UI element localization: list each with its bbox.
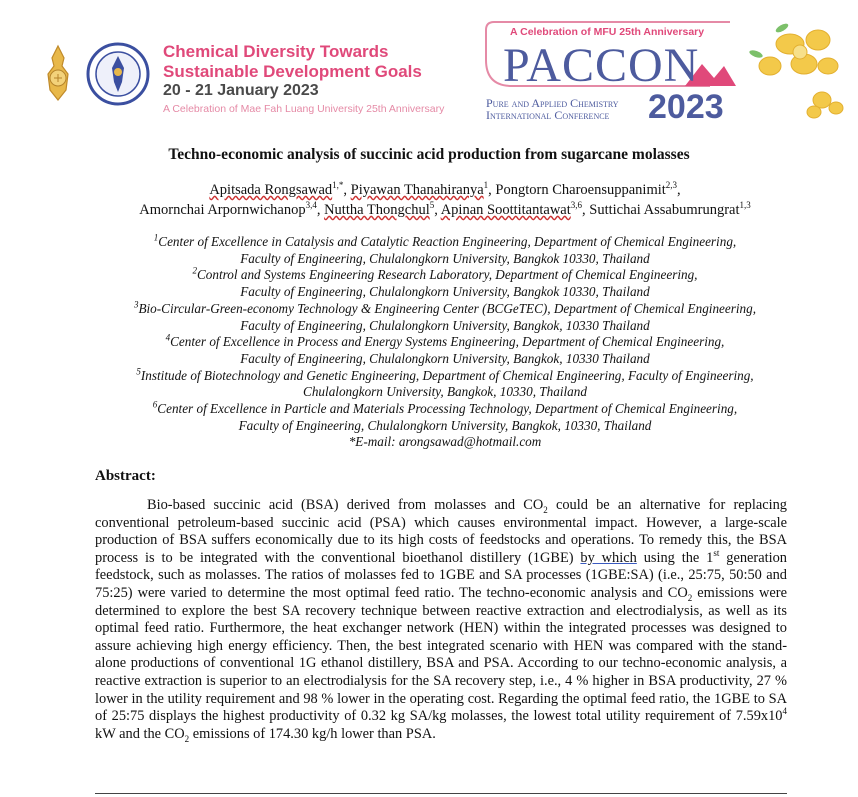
aff-sup: 5 (136, 366, 141, 377)
aff-line2 (85, 318, 805, 335)
author-name: Amornchai Arpornwichanop (139, 202, 306, 218)
aff-line2 (85, 351, 805, 368)
author-name: Apitsada Rongsawad (209, 182, 333, 198)
author-list: Apitsada Rongsawad$^{1,*}$, Piyawan Thanahiranya$^1$, Pongtorn Charoensuppanimit$^{2,3}$, Amornchai Arpornwichanop$^{3,4}$, Nuttha Thongchul$^5$, Apinan Soottitantawat$^{3,6}$, Suttichai Assabumrungrat$^{1,3}$ (139, 180, 751, 218)
superscript: st (713, 547, 720, 558)
aff-line: Center of Excellence in Process and Energy Systems Engineering, Department of Chemical Engineering, (170, 334, 725, 350)
subscript: 2 (543, 504, 548, 515)
institute-seal-icon (86, 42, 150, 106)
affiliation-3 (85, 301, 805, 318)
author-name: Apinan Soottitantawat (440, 202, 571, 218)
aff-line2 (85, 251, 805, 268)
aff-line: Faculty of Engineering, Chulalongkorn University, Bangkok, 10330 Thailand (240, 350, 650, 366)
subscript: 2 (184, 733, 190, 744)
aff-line: Faculty of Engineering, Chulalongkorn University, Bangkok, 10330, Thailand (238, 417, 652, 433)
affiliation-4 (85, 334, 805, 351)
conference-theme-line1: Chemical Diversity Towards (163, 42, 389, 61)
author-sup: 5 (429, 200, 435, 211)
author-sup: 3,6 (570, 200, 583, 211)
conference-banner (0, 0, 858, 135)
author-name: Nuttha Thongchul (324, 202, 430, 218)
aff-line: Control and Systems Engineering Research Laboratory, Department of Chemical Engineering, (197, 267, 698, 283)
logo-line1: Pure and Applied Chemistry (486, 96, 619, 110)
author-sup: 3,4 (305, 200, 317, 211)
abstract-text: using the 1 (636, 549, 714, 566)
abstract-text: by which (580, 549, 637, 566)
aff-line2 (85, 418, 805, 435)
abstract-body (95, 497, 787, 743)
paccon-logo (470, 0, 858, 135)
affiliation-2 (85, 267, 805, 284)
logo-line2: International Conference (486, 108, 610, 122)
author-sup: 1 (483, 180, 489, 191)
flower-icon (759, 30, 843, 118)
author-name: Piyawan Thanahiranya (350, 182, 484, 198)
author-sup: 1,3 (739, 200, 751, 211)
abstract-text: emissions were determined to explore the best SA recovery technique between reactive extraction and electrodialysis, as well as its optimal feed ratio. Furthermore, the heat exchanger network (HEN) within the integrated processes was designed to assure achieving high energy efficiency. Then, the best integrated scenario with HEN was compared with the stand-alone productions of conventional 1G ethanol distillery, BSA and PSA. According to our techno-economic analysis, a reactive extraction is superior to an electrodialysis for the SA recovery step, i.e., 4 % higher in BSA productivity, 27 % lower in the utility requirement and 98 % lower in the operating cost. Regarding the optimal feed ratio, the 1GBE to SA of 25:75 displays the highest productivity of 0.32 kg SA/kg molasses, the lowest total utility requirement of 7.59x10 (95, 584, 787, 725)
conference-theme-line2: Sustainable Development Goals (163, 62, 422, 81)
aff-line2 (85, 284, 805, 301)
banner-left (0, 0, 460, 135)
aff-line: Chulalongkorn University, Bangkok, 10330, Thailand (303, 384, 587, 400)
subscript: 2 (687, 592, 693, 603)
logo-year: 2023 (648, 88, 724, 126)
affiliation-5 (85, 368, 805, 385)
affiliation-6 (85, 401, 805, 418)
aff-line2 (85, 384, 805, 401)
mfu-tagline: A Celebration of MFU 25th Anniversary (510, 26, 705, 38)
aff-sup: 1 (153, 232, 159, 243)
abstract-heading: Abstract: (95, 468, 156, 484)
paper-title: Techno-economic analysis of succinic acid production from sugarcane molasses (168, 146, 690, 163)
superscript: 4 (782, 706, 787, 717)
abstract-text: could be an alternative for replacing conventional petroleum-based succinic acid (PSA) which causes environmental impact. However, a large-scale production of BSA suffers economically due to its high costs of feedstocks and operations. To remedy this, the BSA process is to be integrated with the conventional bioethanol distillery (1GBE) (95, 497, 787, 566)
paccon-wordmark: PACCON (503, 39, 700, 92)
bottom-rule (95, 793, 787, 794)
aff-line: Institude of Biotechnology and Genetic Engineering, Department of Chemical Engineering, Faculty of Engineering, (140, 367, 754, 383)
abstract-text: generation feedstock, such as molasses. The ratios of molasses fed to 1GBE and SA processes (1GBE:SA) (i.e., 25:75, 50:50 and 75:25) were varied to determine the most optimal feed ratio. The techno-economic analysis and CO (95, 549, 787, 601)
aff-sup: 3 (133, 299, 139, 310)
conference-celebration: A Celebration of Mae Fah Luang University 25th Anniversary (163, 103, 445, 115)
aff-sup: 6 (152, 399, 158, 410)
conference-dates: 20 - 21 January 2023 (163, 82, 319, 99)
aff-sup: 4 (165, 332, 171, 343)
email: *E-mail: arongsawad@hotmail.com (348, 434, 542, 450)
author-name: Suttichai Assabumrungrat (589, 202, 740, 218)
author-sup: 2,3 (665, 180, 678, 191)
affiliations (85, 234, 805, 451)
university-seal-icon (38, 44, 78, 104)
abstract-text: Bio-based succinic acid (BSA) derived from molasses and CO (147, 497, 544, 513)
author-sup: 1,* (332, 180, 344, 191)
abstract-text: emissions of 174.30 kg/h lower than PSA. (189, 725, 436, 742)
aff-sup: 2 (192, 266, 198, 277)
aff-line: Bio-Circular-Green-economy Technology & Engineering Center (BCGeTEC), Department of Chemical Engineering, (138, 300, 757, 316)
author-name: Pongtorn Charoensuppanimit (495, 182, 666, 198)
aff-line: Faculty of Engineering, Chulalongkorn University, Bangkok, 10330 Thailand (240, 317, 650, 333)
affiliation-1 (85, 234, 805, 251)
aff-line: Center of Excellence in Catalysis and Catalytic Reaction Engineering, Department of Chemical Engineering, (158, 234, 737, 249)
abstract-text: kW and the CO (95, 725, 185, 742)
aff-line: Faculty of Engineering, Chulalongkorn University, Bangkok 10330, Thailand (240, 250, 650, 266)
aff-line: Center of Excellence in Particle and Materials Processing Technology, Department of Chemical Engineering, (157, 401, 738, 417)
aff-line: Faculty of Engineering, Chulalongkorn University, Bangkok 10330, Thailand (240, 284, 650, 300)
